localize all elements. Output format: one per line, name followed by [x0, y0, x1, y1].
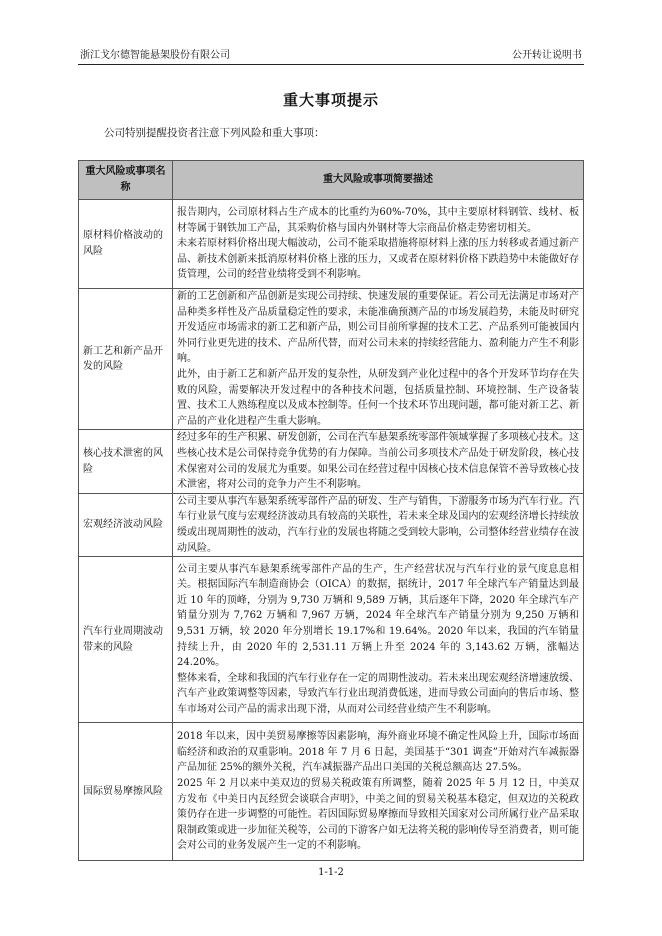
company-name: 浙江戈尔德智能悬架股份有限公司	[80, 50, 230, 61]
description-paragraph: 公司主要从事汽车悬架系统零部件产品的研发、生产与销售，下游服务市场为汽车行业。汽车行业景气度与宏观经济波动具有较高的关联性，若未来全球及国内的宏观经济增长持续放缓或出现周期性的波动，汽车行业的发展也将随之受到较大影响，公司整体经营业绩存在波动风险。	[177, 495, 579, 554]
risk-name: 核心技术泄密的风险	[79, 430, 173, 493]
risk-description	[173, 723, 584, 861]
table-row	[79, 430, 584, 493]
risk-name: 新工艺和新产品开发的风险	[79, 289, 173, 430]
description-paragraph: 整体来看，全球和我国的汽车行业存在一定的周期性波动。若未来出现宏观经济增速放缓、汽车产业政策调整等因素，导致汽车行业出现消费低迷，进而导致公司面向的售后市场、整车市场对公司产品的需求出现下滑，从而对公司经营业绩产生不利影响。	[177, 672, 579, 715]
table-row	[79, 200, 584, 289]
risk-description	[173, 557, 584, 723]
risk-name: 汽车行业周期波动带来的风险	[79, 557, 173, 723]
column-header-description: 重大风险或事项简要描述	[173, 161, 584, 200]
intro-text: 公司特别提醒投资者注意下列风险和重大事项：	[104, 127, 325, 139]
risk-name: 原材料价格波动的风险	[79, 200, 173, 289]
page-header	[78, 42, 584, 65]
risk-description	[173, 289, 584, 430]
description-paragraph: 新的工艺创新和产品创新是实现公司持续、快速发展的重要保证。若公司无法满足市场对产品种类多样性及产品质量稳定性的要求，未能准确预测产品的市场发展趋势，未能及时研究开发适应市场需求的新工艺和新产品，则公司目前所掌握的技术工艺、产品系列可能被国内外同行业更先进的技术、产品所代替，而对公司未来的持续经营能力、盈利能力产生不利影响。	[177, 291, 579, 365]
risk-description	[173, 430, 584, 493]
document-title: 公开转让说明书	[512, 50, 582, 61]
table-row	[79, 493, 584, 556]
risk-table	[78, 160, 584, 861]
table-row	[79, 289, 584, 430]
description-paragraph: 2018 年以来，因中美贸易摩擦等因素影响，海外商业环境不确定性风险上升，国际市场面临经济和政治的双重影响。2018 年 7 月 6 日起，美国基于“301 调查”开始对汽车减振器产品加征 25%的额外关税，汽车减振器产品出口美国的关税总额高达 27.5%。	[177, 731, 579, 774]
risk-description	[173, 200, 584, 289]
table-row	[79, 723, 584, 861]
table-row	[79, 557, 584, 723]
description-paragraph: 报告期内，公司原材料占生产成本的比重约为60%-70%，其中主要原材料钢管、线材、板材等属于钢铁加工产品，其采购价格与国内外钢材等大宗商品价格走势密切相关。	[177, 207, 579, 234]
description-paragraph: 经过多年的生产积累、研发创新，公司在汽车悬架系统零部件领域掌握了多项核心技术。这些核心技术是公司保持竞争优势的有力保障。当前公司多项技术产品处于研发阶段，核心技术保密对公司的发展尤为重要。如果公司在经营过程中因核心技术信息保管不善导致核心技术泄密，将对公司的竞争力产生不利影响。	[177, 432, 579, 491]
risk-name: 宏观经济波动风险	[79, 493, 173, 556]
table-header-row	[79, 161, 584, 200]
page-number: 1-1-2	[318, 867, 344, 878]
description-paragraph: 2025 年 2 月以来中美双边的贸易关税政策有所调整，随着 2025 年 5 月 12 日，中美双方发布《中美日内瓦经贸会谈联合声明》，中美之间的贸易关税基本稳定，但双边的关税政策仍存在进一步调整的可能性。若因国际贸易摩擦而导致相关国家对公司所属行业产品采取限制政策或进一步加征关税等，公司的下游客户如无法将关税的影响传导至消费者，则可能会对公司的业务发展产生一定的不利影响。	[177, 778, 579, 852]
risk-name: 国际贸易摩擦风险	[79, 723, 173, 861]
description-paragraph: 公司主要从事汽车悬架系统零部件产品的生产，生产经营状况与汽车行业的景气度息息相关。根据国际汽车制造商协会（OICA）的数据，据统计，2017 年全球汽车产销量达到最近 10 年的顶峰，分别为 9,730 万辆和 9,589 万辆，其后逐年下降，2020 年全球汽车产销量分别为 7,762 万辆和 7,967 万辆，2024 年全球汽车产销量分别为 9,250 万辆和 9,531 万辆，较 2020 年分别增长 19.17%和 19.64%。2020 年以来，我国的汽车销量持续上升，由 2020 年的 2,531.11 万辆上升至 2024 年的 3,143.62 万辆，涨幅达 24.20%。	[177, 563, 579, 669]
description-paragraph: 未来若原材料价格出现大幅波动，公司不能采取措施将原材料上涨的压力转移或者通过新产品、新技术创新来抵消原材料价格上涨的压力，又或者在原材料价格下跌趋势中未能做好存货管理，公司的经营业绩将受到不利影响。	[177, 238, 579, 281]
page-title: 重大事项提示	[282, 91, 379, 109]
risk-description	[173, 493, 584, 556]
column-header-name: 重大风险或事项名称	[79, 161, 173, 200]
description-paragraph: 此外，由于新工艺和新产品开发的复杂性，从研发到产业化过程中的各个开发环节均存在失败的风险，需要解决开发过程中的各种技术问题，包括质量控制、环境控制、生产设备装置、技术工人熟练程度以及成本控制等。任何一个技术环节出现问题，都可能对新工艺、新产品的产业化进程产生重大影响。	[177, 368, 579, 427]
